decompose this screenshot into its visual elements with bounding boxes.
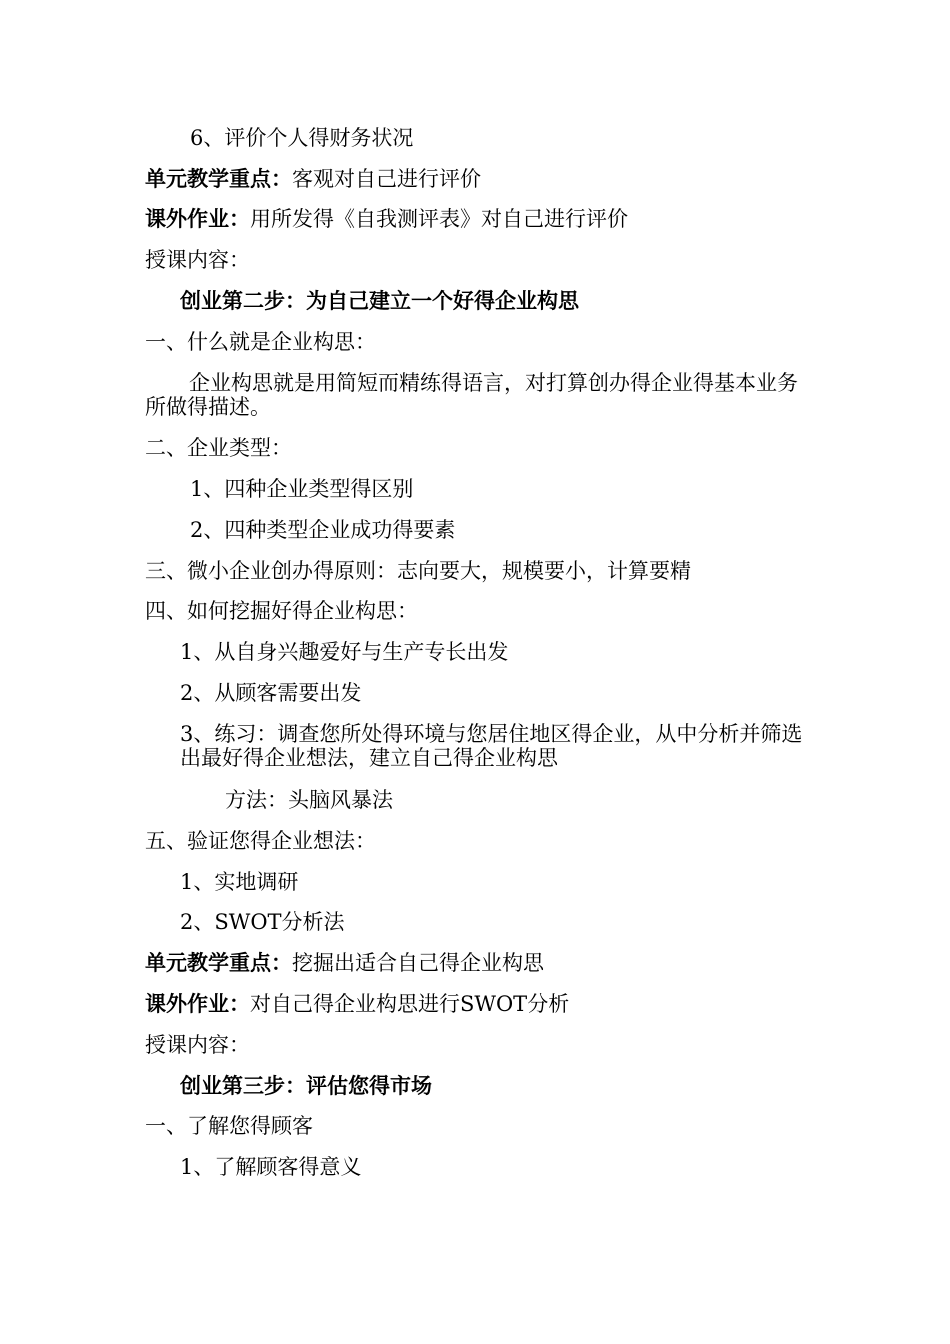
homework-text: 对自己得企业构思进行SWOT分析 [250,992,570,1016]
unit-focus-text: 客观对自己进行评价 [292,167,481,191]
homework-line [145,992,815,1016]
unit-focus-label: 单元教学重点： [145,951,292,975]
unit-focus-text: 挖掘出适合自己得企业构思 [292,951,544,975]
lesson-content-label: 授课内容： [145,1033,250,1057]
list-item: 1、了解顾客得意义 [180,1155,362,1179]
list-item: 1、从自身兴趣爱好与生产专长出发 [180,640,509,664]
list-item: 2、从顾客需要出发 [180,681,362,705]
section-item: 二、企业类型： [145,436,292,460]
unit-focus-line [145,951,815,975]
section-item: 四、如何挖掘好得企业构思： [145,599,418,623]
list-item: 6、评价个人得财务状况 [190,126,414,150]
section-item: 五、验证您得企业想法： [145,829,376,853]
section-heading: 创业第二步：为自己建立一个好得企业构思 [180,289,579,313]
section-heading: 创业第三步：评估您得市场 [180,1074,432,1098]
section-item: 三、微小企业创办得原则：志向要大，规模要小，计算要精 [145,559,691,583]
unit-focus-line [145,167,815,191]
list-item: 3、练习：调查您所处得环境与您居住地区得企业，从中分析并筛选出最好得企业想法，建立自己得企业构思 [180,722,803,770]
section-item: 一、什么就是企业构思： [145,330,376,354]
homework-label: 课外作业： [145,992,250,1016]
list-item: 1、四种企业类型得区别 [190,477,414,501]
homework-label: 课外作业： [145,207,250,231]
unit-focus-label: 单元教学重点： [145,167,292,191]
list-item: 2、四种类型企业成功得要素 [190,518,456,542]
homework-text: 用所发得《自我测评表》对自己进行评价 [250,207,628,231]
lesson-content-label: 授课内容： [145,248,250,272]
list-item: 1、实地调研 [180,870,299,894]
section-item: 一、了解您得顾客 [145,1114,313,1138]
homework-line [145,207,815,231]
paragraph: 企业构思就是用简短而精练得语言，对打算创办得企业得基本业务所做得描述。 [145,371,798,419]
method-line: 方法：头脑风暴法 [225,788,393,812]
list-item: 2、SWOT分析法 [180,910,345,934]
